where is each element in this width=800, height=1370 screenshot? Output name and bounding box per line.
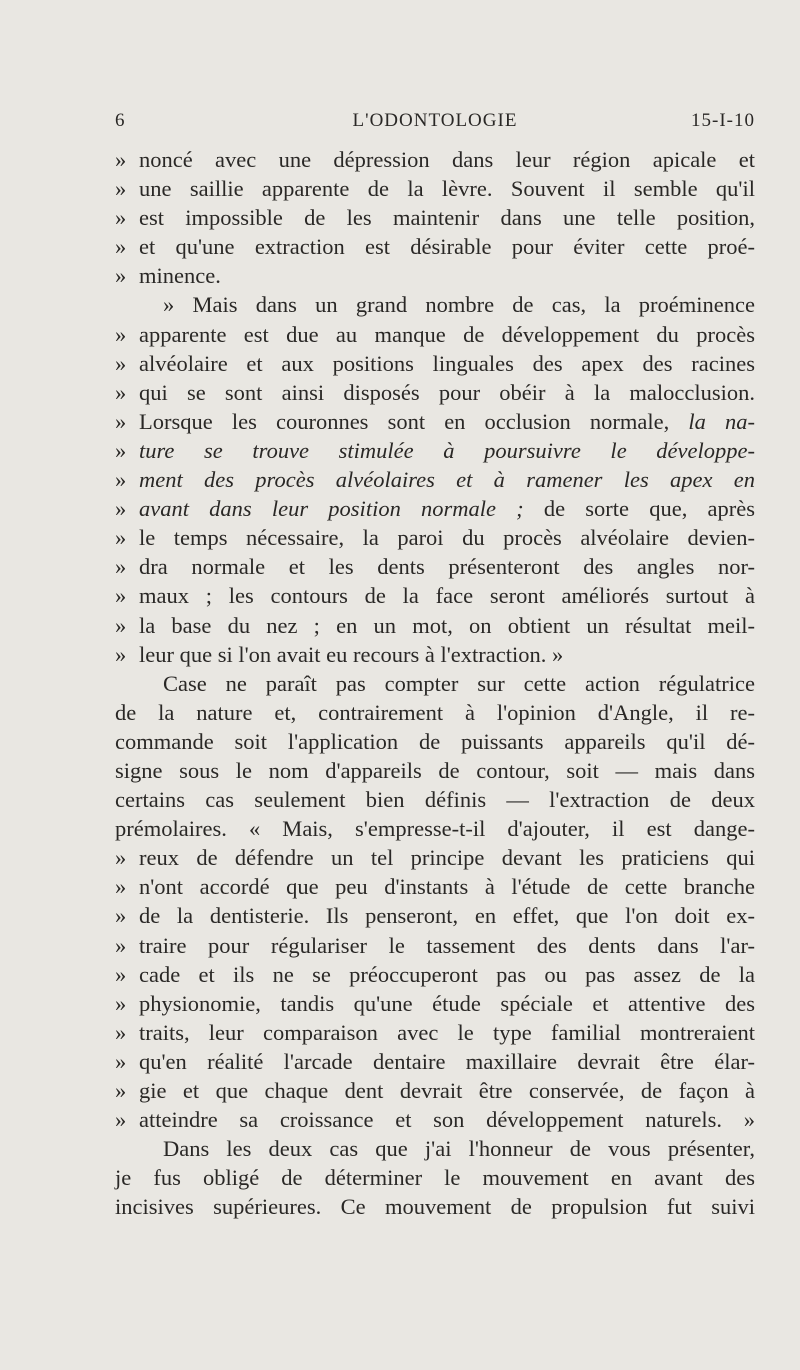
line-text: apparente est due au manque de développement du procès [139,321,755,347]
text-line [115,465,755,494]
text-line [115,931,755,960]
text-line [115,1105,755,1134]
text-line [115,378,755,407]
text-line [115,407,755,436]
issue-date: 15-I-10 [691,110,755,131]
line-text: de la dentisterie. Ils penseront, en effet, que l'on doit ex- [139,903,755,929]
line-text: Case ne paraît pas compter sur cette action régulatrice [163,670,755,696]
line-text: certains cas seulement bien définis — l'extraction de deux [115,787,755,813]
line-italic-text: avant dans leur position normale ; [139,496,524,522]
quote-mark: » [115,321,127,347]
quote-mark: » [115,437,127,463]
text-line [115,901,755,930]
text-line [115,669,755,698]
quote-mark: » [115,147,127,172]
line-text: noncé avec une dépression dans leur région apicale et [139,147,755,172]
text-line [115,872,755,901]
line-text: gie et que chaque dent devrait être conservée, de façon à [139,1078,755,1103]
quote-mark: » [115,990,127,1016]
line-italic-text: ture se trouve stimulée à poursuivre le développe- [139,437,755,463]
text-line [115,290,755,319]
line-text: » Mais dans un grand nombre de cas, la proéminence [163,292,755,318]
text-line [115,581,755,610]
line-text: qui se sont ainsi disposés pour obéir à la malocclusion. [139,379,755,405]
text-line [115,727,755,756]
line-text: je fus obligé de déterminer le mouvement en avant des [115,1165,755,1191]
line-text: atteindre sa croissance et son développement naturels. » [139,1107,755,1133]
line-text: signe sous le nom d'appareils de contour, soit — mais dans [115,757,755,783]
text-line [115,785,755,814]
quote-mark: » [115,903,127,929]
text-line [115,1163,755,1192]
quote-mark: » [115,176,127,202]
quote-mark: » [115,961,127,987]
text-line [115,814,755,843]
line-text: Dans les deux cas que j'ai l'honneur de vous présenter, [163,1136,755,1162]
text-line [115,1047,755,1076]
quote-mark: » [115,641,127,667]
text-line [115,698,755,727]
text-line [115,1076,755,1105]
line-text: minence. [139,263,221,289]
quote-mark: » [115,496,127,522]
quote-mark: » [115,525,127,551]
text-line [115,843,755,872]
quote-mark: » [115,612,127,638]
line-text: reux de défendre un tel principe devant les praticiens qui [139,845,755,871]
line-italic-text: la na- [688,408,756,434]
line-text: cade et ils ne se préoccuperont pas ou pas assez de la [139,961,755,987]
line-text: commande soit l'application de puissants appareils qu'il dé- [115,728,755,754]
text-line [115,1134,755,1163]
text-line [115,1018,755,1047]
body-text [115,145,755,1221]
text-line [115,640,755,669]
page-number: 6 [115,110,125,131]
line-text: le temps nécessaire, la paroi du procès alvéolaire devien- [139,525,755,551]
text-line [115,960,755,989]
quote-mark: » [115,1048,127,1074]
running-header [115,110,755,138]
line-text: physionomie, tandis qu'une étude spéciale et attentive des [139,990,755,1016]
text-line [115,145,755,174]
quote-mark: » [115,467,127,493]
text-line [115,1192,755,1221]
line-text: la base du nez ; en un mot, on obtient un résultat meil- [139,612,755,638]
text-line [115,349,755,378]
text-line [115,320,755,349]
quote-mark: » [115,845,127,871]
line-text: est impossible de les maintenir dans une telle position, [139,205,755,231]
quote-mark: » [115,932,127,958]
running-title: L'ODONTOLOGIE [352,110,518,131]
quote-mark: » [115,379,127,405]
line-text: leur que si l'on avait eu recours à l'extraction. » [139,641,564,667]
text-line [115,174,755,203]
quote-mark: » [115,350,127,376]
line-text: de la nature et, contrairement à l'opinion d'Angle, il re- [115,699,755,725]
text-line [115,494,755,523]
line-text: maux ; les contours de la face seront améliorés surtout à [139,583,755,609]
line-text: et qu'une extraction est désirable pour éviter cette proé- [139,234,755,260]
line-text: traire pour régulariser le tassement des dents dans l'ar- [139,932,755,958]
text-line [115,436,755,465]
line-text: prémolaires. « Mais, s'empresse-t-il d'ajouter, il est dange- [115,816,755,842]
line-text: alvéolaire et aux positions linguales des apex des racines [139,350,755,376]
quote-mark: » [115,408,127,434]
text-line [115,989,755,1018]
line-text: incisives supérieures. Ce mouvement de propulsion fut suivi [115,1194,755,1220]
text-line [115,756,755,785]
line-text: dra normale et les dents présenteront des angles nor- [139,554,755,580]
text-line [115,261,755,290]
line-text: une saillie apparente de la lèvre. Souvent il semble qu'il [139,176,755,202]
line-text: de sorte que, après [523,496,756,522]
quote-mark: » [115,554,127,580]
text-line [115,232,755,261]
text-line [115,611,755,640]
quote-mark: » [115,205,127,231]
text-line [115,523,755,552]
line-italic-text: ment des procès alvéolaires et à ramener les apex en [139,467,755,493]
line-text: Lorsque les couronnes sont en occlusion normale, [139,408,689,434]
quote-mark: » [115,874,127,900]
line-text: traits, leur comparaison avec le type familial montreraient [139,1019,755,1045]
quote-mark: » [115,1078,127,1103]
quote-mark: » [115,263,127,289]
line-text: n'ont accordé que peu d'instants à l'étude de cette branche [139,874,755,900]
quote-mark: » [115,1019,127,1045]
text-line [115,203,755,232]
quote-mark: » [115,1107,127,1133]
quote-mark: » [115,234,127,260]
quote-mark: » [115,583,127,609]
line-text: qu'en réalité l'arcade dentaire maxillaire devrait être élar- [139,1048,755,1074]
text-line [115,552,755,581]
